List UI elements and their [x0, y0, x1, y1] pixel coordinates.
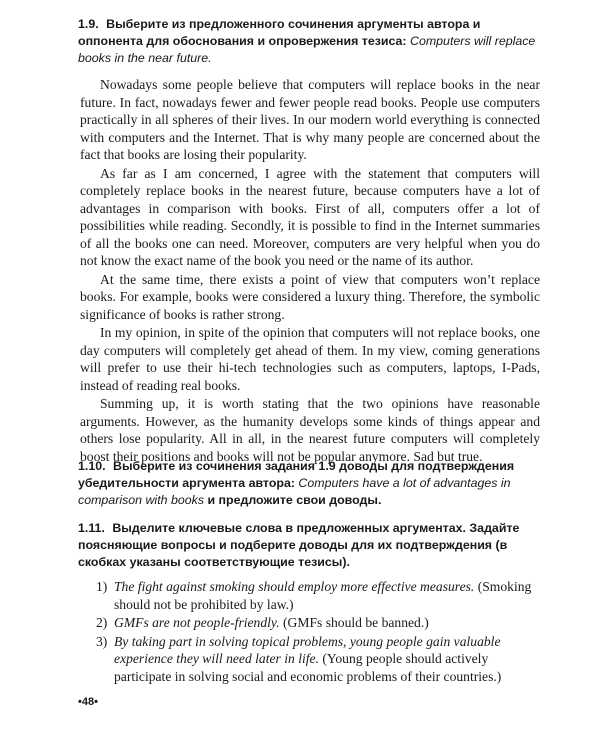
item-number: 3): [96, 633, 108, 649]
task-thesis: Computers will replace books in the near future.: [78, 34, 536, 65]
task-instruction: Выделите ключевые слова в предложенных аргументах. Задайте поясняющие вопросы и подберите доводы для их подтверждения (в скобках указаны соответствующие тезисы).: [78, 521, 520, 569]
essay-paragraph: Nowadays some people believe that computers will replace books in the near future. In fact, nowadays fewer and fewer people read books. People use computers practically in all spheres of their lives. In our modern world everything is connected with computers and the Internet. That is why many people are concerned about the fact that books are losing their popularity.: [80, 77, 540, 162]
task-instruction-end: и предложите свои доводы.: [207, 493, 382, 507]
item-thesis: (GMFs should be banned.): [283, 615, 429, 630]
essay-paragraph: Summing up, it is worth stating that the two opinions have reasonable arguments. However, as the humanity develops some kinds of things appear and others lose popularity. All in all, in the nearest future computers will completely boost their positions and books will not be popular anymore. Sad but true.: [80, 396, 540, 464]
task-instruction: Выберите из сочинения задания 1.9 доводы для подтверждения убедительности аргумента автора:: [78, 459, 515, 490]
item-number: 1): [96, 579, 108, 594]
task-instruction: Выберите из предложенного сочинения аргументы автора и оппонента для обоснования и опровержения тезиса:: [78, 17, 481, 48]
task-number: 1.11.: [78, 521, 105, 535]
argument-list: [96, 578, 542, 686]
item-thesis: (Smoking should not be prohibited by law.): [114, 579, 532, 612]
essay-paragraph: At the same time, there exists a point of view that computers won’t replace books. For example, books were considered a luxury thing. Therefore, the symbolic significance of books is rather strong.: [80, 271, 540, 322]
list-item: [96, 633, 542, 686]
item-number: 2): [96, 615, 108, 630]
item-argument: By taking part in solving topical problems, young people gain valuable experience they will need later in life.: [114, 633, 501, 666]
task-number: 1.10.: [78, 459, 106, 473]
item-thesis: (Young people should actively participate in solving social and economic problems of their countries.): [114, 651, 502, 684]
list-item: [96, 578, 542, 613]
item-argument: GMFs are not people-friendly.: [114, 615, 280, 630]
task-number: 1.9.: [78, 17, 99, 31]
task-quote: Computers have a lot of advantages in comparison with books: [78, 476, 511, 507]
task-1-11: [78, 520, 540, 571]
essay-paragraph: As far as I am concerned, I agree with the statement that computers will completely replace books in the nearest future, because computers have a lot of advantages in comparison with books. First of all, computers offer a lot of possibilities while reading. Secondly, it is possible to find in the Internet summaries of all the books one can need. Moreover, computers are very helpful when you do not know the exact name of the book you need or the name of its author.: [80, 165, 540, 268]
essay-text: [80, 76, 540, 466]
page-number: •48•: [78, 696, 98, 708]
task-1-10: [78, 458, 540, 509]
list-item: [96, 614, 542, 632]
item-argument: The fight against smoking should employ more effective measures.: [114, 579, 475, 594]
task-1-9: [78, 16, 540, 67]
essay-paragraph: In my opinion, in spite of the opinion that computers will not replace books, one day computers will completely get ahead of them. In my view, coming generations will prefer to use their hi-tech technologies such as computers, laptops, I-Pads, instead of reading real books.: [80, 325, 540, 393]
